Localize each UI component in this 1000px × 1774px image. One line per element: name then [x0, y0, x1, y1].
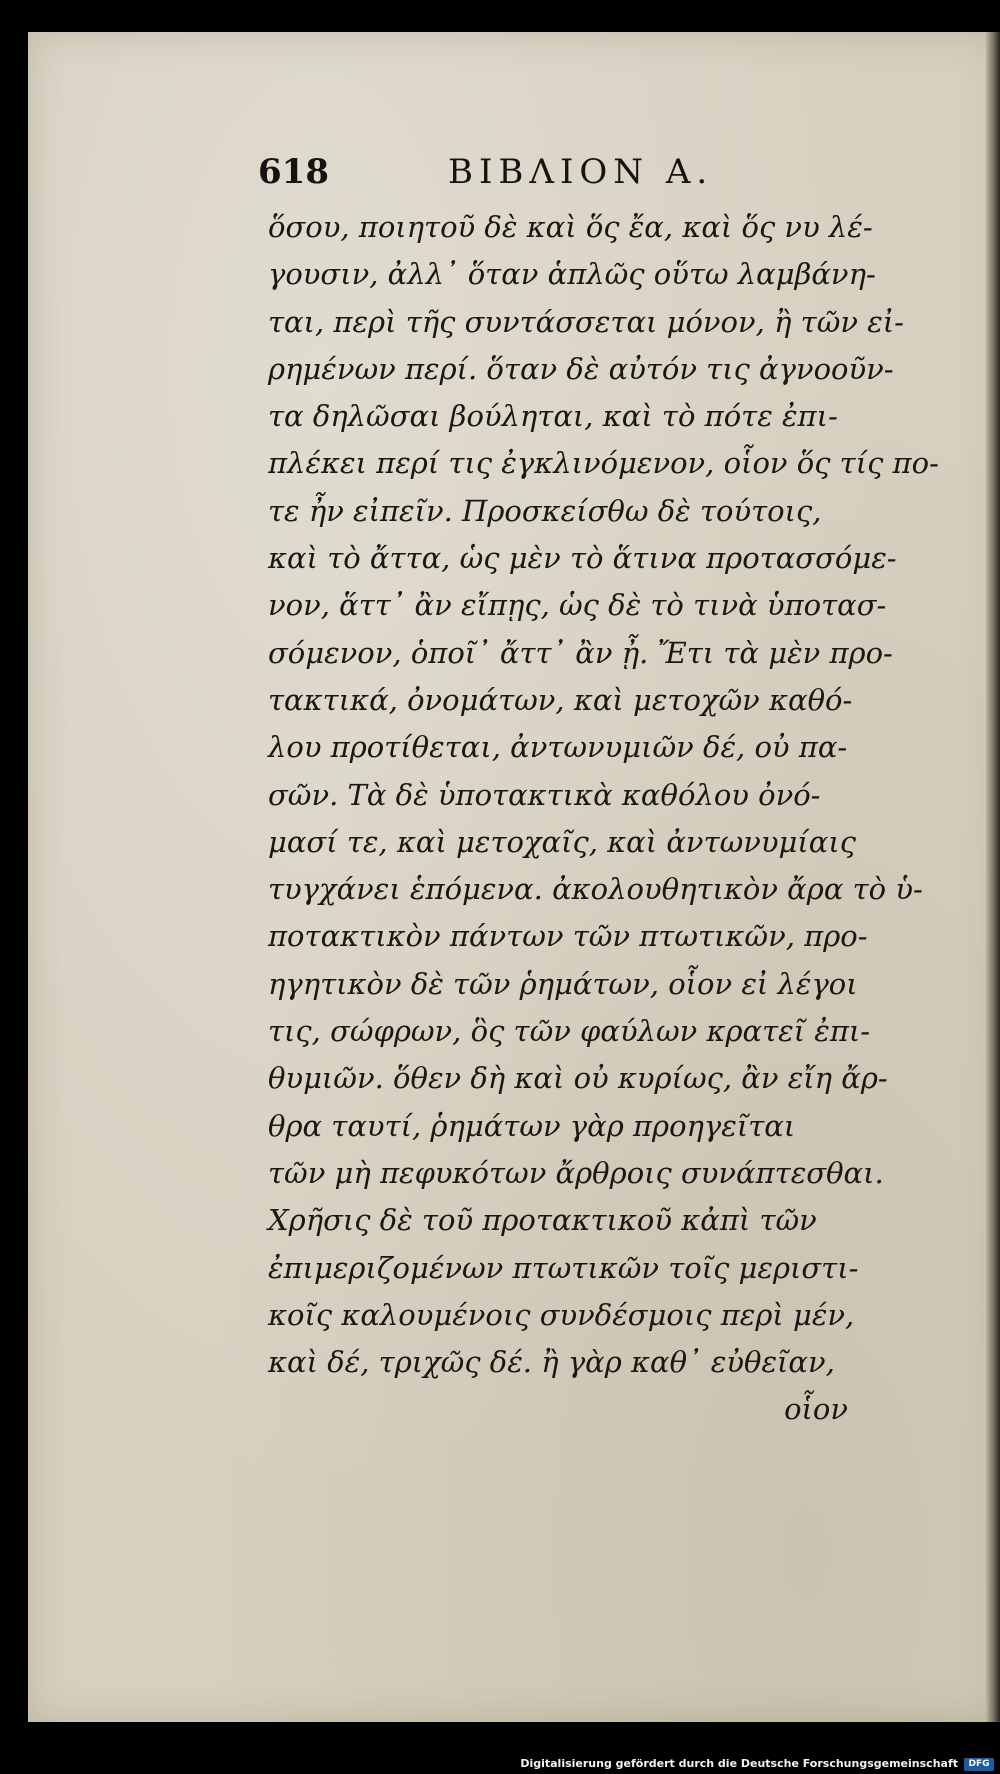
text-line: μασί τε, καὶ μετοχαῖς, καὶ ἀντωνυμίαις [268, 824, 856, 859]
text-line: ποτακτικὸν πάντων τῶν πτωτικῶν, προ- [268, 919, 868, 954]
text-line: καὶ δέ, τριχῶς δέ. ἢ γὰρ καθ᾽ εὐθεῖαν, [268, 1345, 835, 1380]
text-line: ρημένων περί. ὅταν δὲ αὐτόν τις ἀγνοοῦν- [268, 351, 894, 386]
running-head [258, 152, 818, 202]
digitization-footer [0, 1755, 1000, 1774]
text-line: γουσιν, ἀλλ᾽ ὅταν ἁπλῶς οὕτω λαμβάνη- [268, 257, 876, 292]
text-line: Χρῆσις δὲ τοῦ προτακτικοῦ κἀπὶ τῶν [268, 1203, 817, 1238]
text-line: τε ἦν εἰπεῖν. Προσκείσθω δὲ τούτοις, [268, 493, 822, 528]
text-line: θυμιῶν. ὅθεν δὴ καὶ οὐ κυρίως, ἂν εἴη ἄρ- [268, 1061, 888, 1096]
text-line: καὶ τὸ ἄττα, ὡς μὲν τὸ ἅτινα προτασσόμε- [268, 541, 897, 576]
text-line: τῶν μὴ πεφυκότων ἄρθροις συνάπτεσθαι. [268, 1155, 884, 1190]
text-line: σῶν. Τὰ δὲ ὑποτακτικὰ καθόλου ὀνό- [268, 777, 821, 812]
text-line: τις, σώφρων, ὃς τῶν φαύλων κρατεῖ ἐπι- [268, 1014, 871, 1049]
text-line: θρα ταυτί, ῥημάτων γὰρ προηγεῖται [268, 1108, 796, 1143]
book-page-scan [28, 32, 1000, 1722]
running-title: ΒΙΒΛΙΟΝ Α. [448, 152, 714, 192]
text-line: τακτικά, ὀνομάτων, καὶ μετοχῶν καθό- [268, 682, 853, 717]
dfg-logo-icon: DFG [964, 1758, 994, 1771]
greek-text-block [268, 204, 939, 1434]
funding-credit: Digitalisierung gefördert durch die Deutsche Forschungsgemeinschaft [520, 1757, 958, 1770]
page-number: 618 [258, 152, 329, 192]
text-line: πλέκει περί τις ἐγκλινόμενον, οἷον ὅς τίς πο- [268, 446, 939, 481]
text-line: κοῖς καλουμένοις συνδέσμοις περὶ μέν, [268, 1297, 855, 1332]
text-line: τυγχάνει ἑπόμενα. ἀκολουθητικὸν ἄρα τὸ ὑ- [268, 872, 923, 907]
text-line: ται, περὶ τῆς συντάσσεται μόνον, ἢ τῶν εἰ- [268, 304, 904, 339]
text-line: ὅσου, ποιητοῦ δὲ καὶ ὅς ἔα, καὶ ὅς νυ λέ- [268, 210, 873, 244]
catchword: οἷον [784, 1392, 848, 1427]
page-edge [986, 32, 1000, 1722]
text-line: νον, ἅττ᾽ ἂν εἴπῃς, ὡς δὲ τὸ τινὰ ὑποτασ- [268, 588, 887, 623]
text-line: λου προτίθεται, ἀντωνυμιῶν δέ, οὐ πα- [268, 730, 848, 765]
text-line: ἐπιμεριζομένων πτωτικῶν τοῖς μεριστι- [268, 1250, 859, 1285]
text-line: ηγητικὸν δὲ τῶν ῥημάτων, οἷον εἰ λέγοι [268, 966, 858, 1001]
text-line: τα δηλῶσαι βούληται, καὶ τὸ πότε ἐπι- [268, 399, 838, 434]
text-line: σόμενον, ὁποῖ᾽ ἄττ᾽ ἂν ᾖ. Ἔτι τὰ μὲν προ- [268, 635, 893, 670]
